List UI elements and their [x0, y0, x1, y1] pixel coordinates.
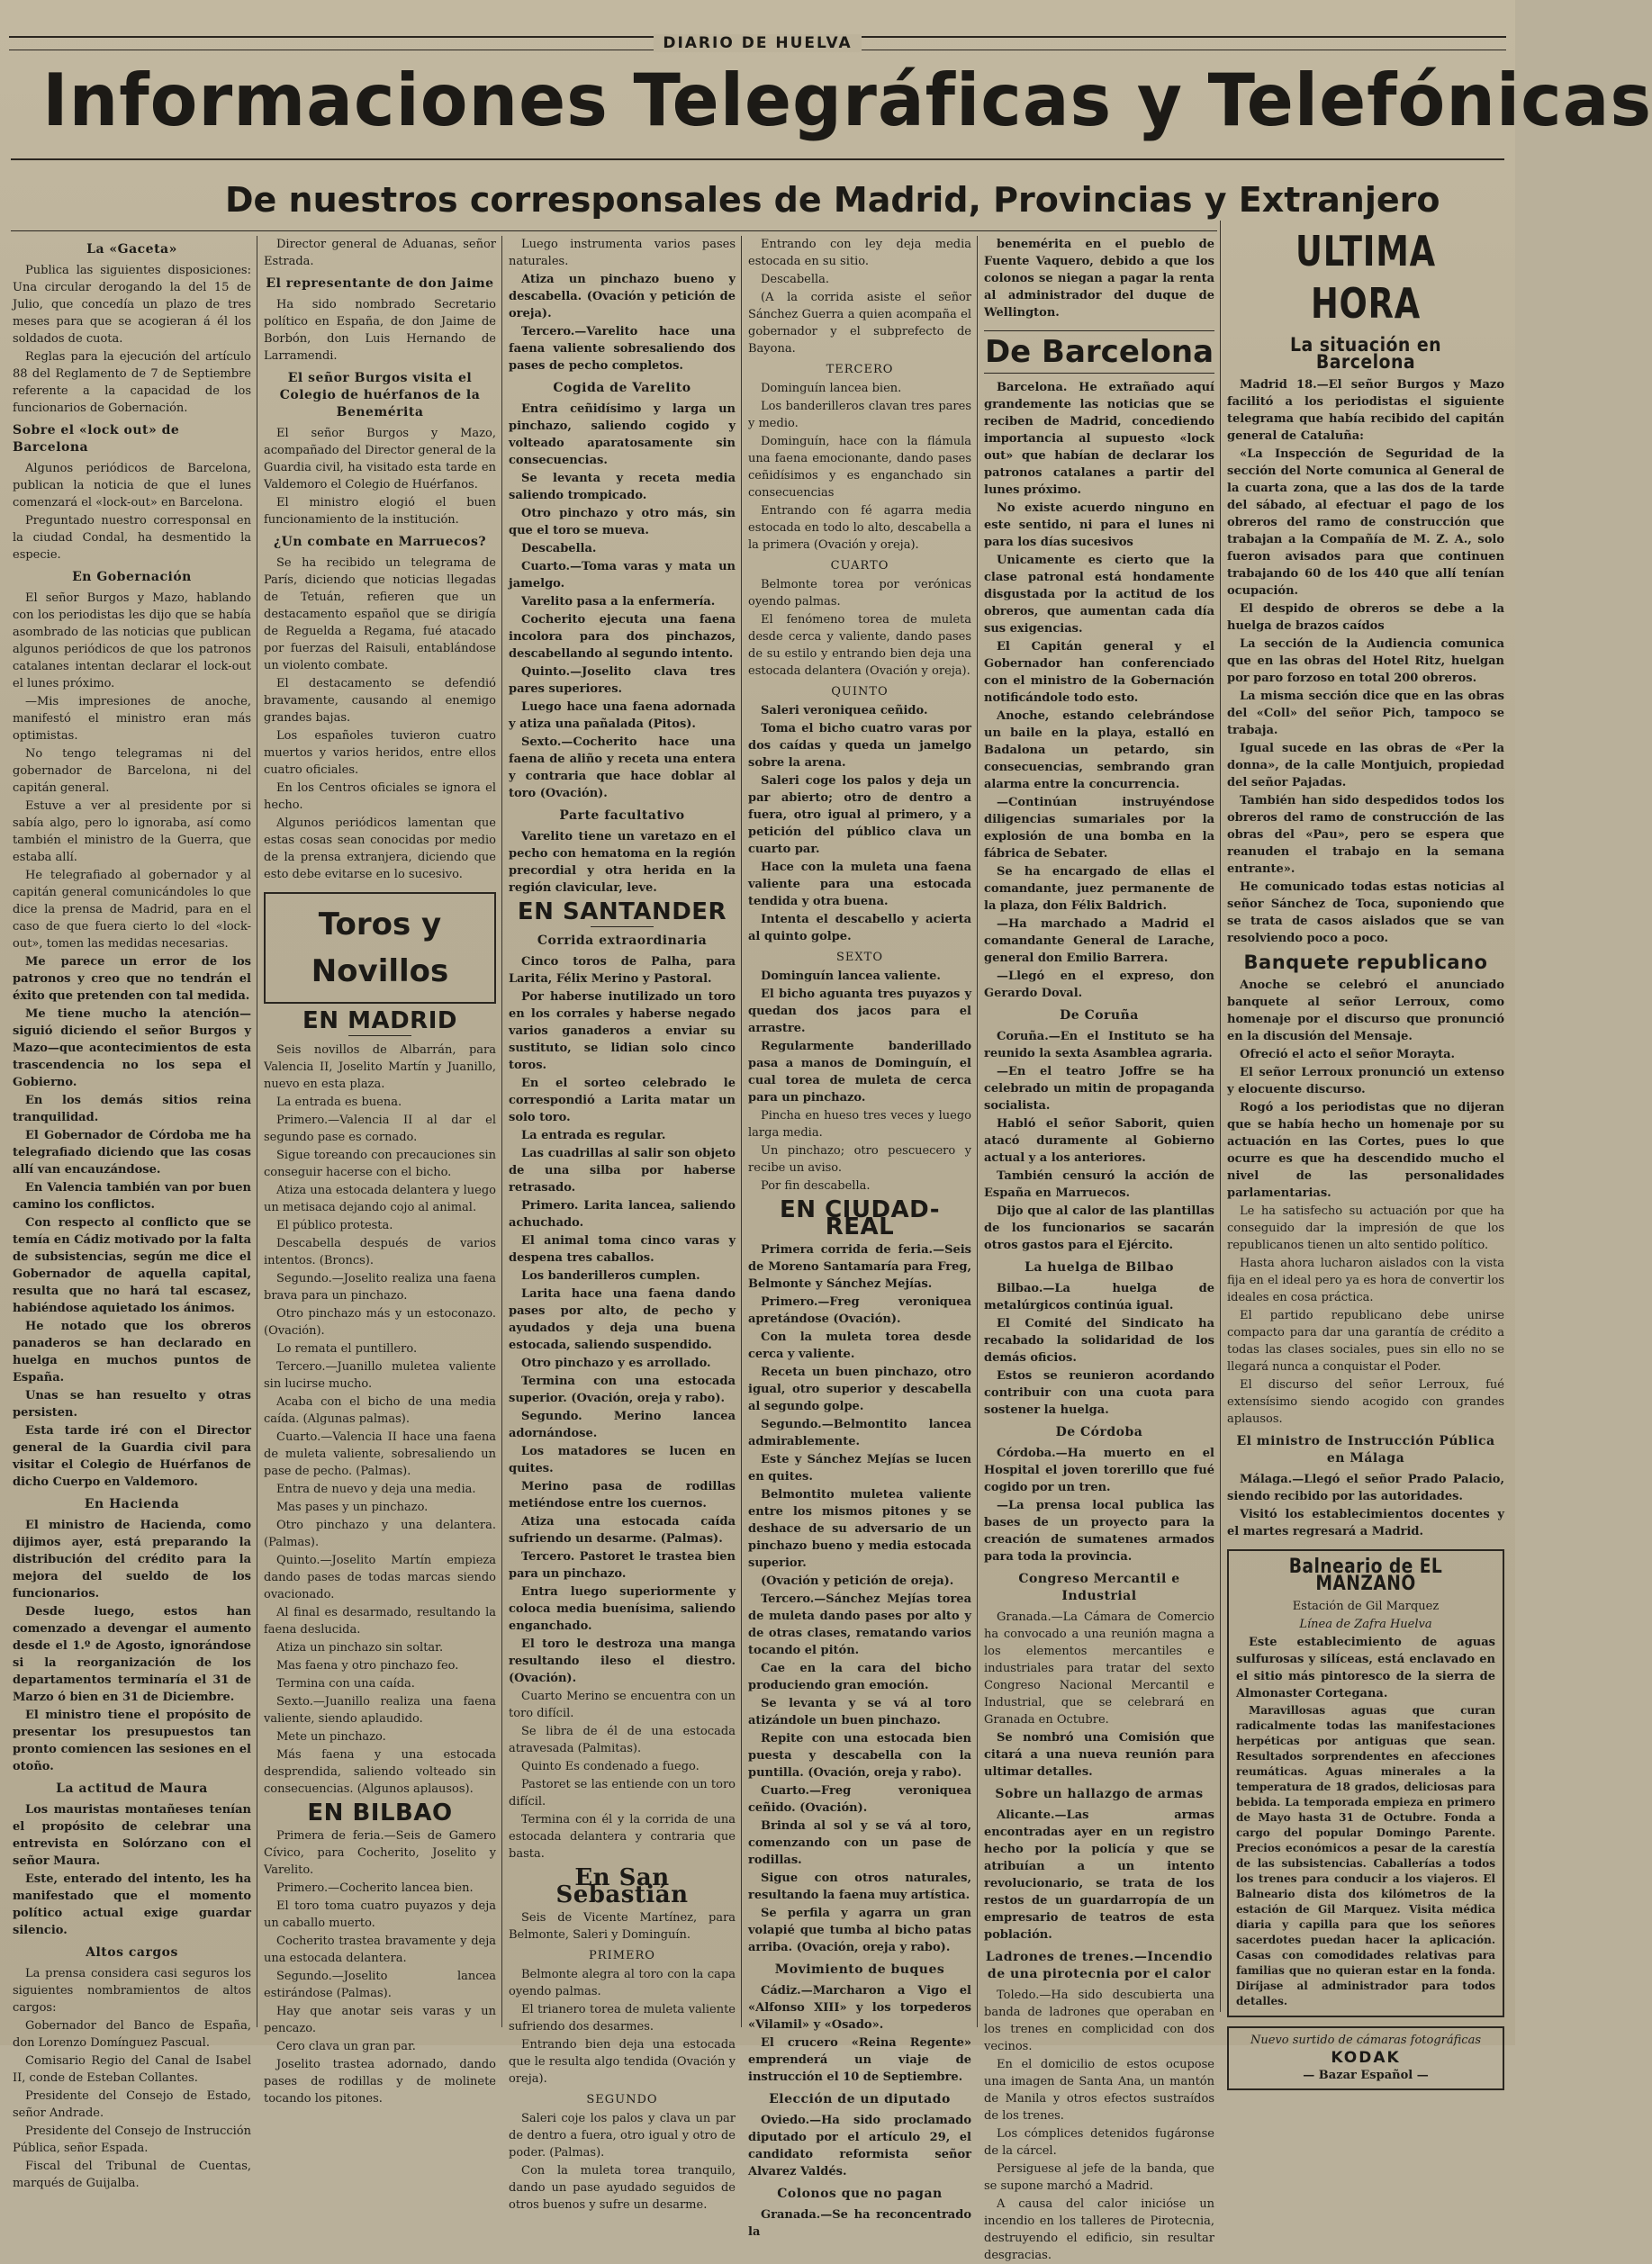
paragraph: Los matadores se lucen en quites. — [509, 1445, 736, 1475]
paragraph: Saleri veroniquea ceñido. — [761, 704, 928, 717]
ad-line: Nuevo surtido de cámaras fotográficas — [1250, 2034, 1482, 2047]
paragraph: (Ovación y petición de oreja). — [761, 1574, 954, 1588]
paragraph: Hay que anotar seis varas y un pencazo. — [264, 2005, 496, 2035]
paragraph: —Llegó en el expreso, don Gerardo Doval. — [984, 970, 1214, 1000]
paragraph: Belmonte alegra al toro con la capa oyendo palmas. — [509, 1968, 736, 1998]
section-heading: La huelga de Bilbao — [1025, 1260, 1174, 1275]
paragraph: El Capitán general y el Gobernador han conferenciado con el ministro de la Gobernación notificándole todo esto. — [984, 640, 1214, 705]
paragraph: Esta tarde iré con el Director general de la Guardia civil para visitar el Colegio de Huérfanos de dicho Cuerpo en Valdemoro. — [13, 1424, 251, 1489]
paragraph: Primera de feria.—Seis de Gamero Cívico, para Cocherito, Joselito y Varelito. — [264, 1829, 496, 1877]
subsection-title: EN MADRID — [302, 1007, 457, 1034]
paragraph: Córdoba.—Ha muerto en el Hospital el joven torerillo que fué cogido por un tren. — [984, 1447, 1214, 1494]
paragraph: La prensa considera casi seguros los siguientes nombramientos de altos cargos: — [13, 1967, 251, 2015]
paragraph: La sección de la Audiencia comunica que en las obras del Hotel Ritz, huelgan por paro forzoso en total 200 obreros. — [1227, 637, 1504, 685]
ad-line: Estación de Gil Marquez — [1292, 1600, 1440, 1613]
paragraph: Se levanta y receta media saliendo trompicado. — [509, 472, 736, 502]
paragraph: Larita hace una faena dando pases por alto, de pecho y ayudados y deja una buena estocada, saliendo suspendido. — [509, 1287, 736, 1352]
paragraph: Ha sido nombrado Secretario político en España, de don Jaime de Borbón, don Luis Hernando de Larramendi. — [264, 298, 496, 363]
paragraph: Desde luego, estos han comenzado a devengar el aumento desde el 1.º de Agosto, ignorándose si la reorganización de los departamentos terminaría el 31 de Marzo ó bien en 31 de Diciembre. — [13, 1605, 251, 1704]
paragraph: Los banderilleros clavan tres pares y medio. — [748, 400, 971, 430]
paragraph: Preguntado nuestro corresponsal en la ciudad Condal, ha desmentido la especie. — [13, 514, 251, 562]
paragraph: En los demás sitios reina tranquilidad. — [13, 1094, 251, 1124]
paragraph: Barcelona. He extrañado aquí grandemente las noticias que se reciben de Madrid, concediendo importancia al supuesto «lock out» que habían de declarar los patronos catalanes a partir del lunes próximo. — [984, 381, 1214, 497]
paragraph: Dominguín, hace con la flámula una faena emocionante, dando pases ceñidísimos y es enganchado sin consecuencias — [748, 435, 971, 500]
paragraph: Hace con la muleta una faena valiente para una estocada tendida y otra buena. — [748, 861, 971, 908]
paragraph: Entrando con ley deja media estocada en su sitio. — [748, 238, 971, 268]
paragraph: Los mauristas montañeses tenían el propósito de celebrar una entrevista en Solórzano con el señor Maura. — [13, 1803, 251, 1868]
subsection-title: EN CIUDAD-REAL — [780, 1196, 940, 1240]
paragraph: Los banderilleros cumplen. — [521, 1269, 700, 1283]
paragraph: Mete un pinchazo. — [276, 1730, 386, 1744]
section-heading: Sobre un hallazgo de armas — [995, 1787, 1204, 1801]
subsection-title: La situación en Barcelona — [1289, 334, 1442, 373]
paragraph: Coruña.—En el Instituto se ha reunido la sexta Asamblea agraria. — [984, 1030, 1214, 1060]
paragraph: Granada.—Se ha reconcentrado la — [748, 2208, 971, 2239]
paragraph: Merino pasa de rodillas metiéndose entre los cuernos. — [509, 1480, 736, 1511]
paragraph: La misma sección dice que en las obras del «Coll» del señor Pich, tampoco se trabaja. — [1227, 690, 1504, 737]
paragraph: Belmontito muletea valiente entre los mismos pitones y se deshace de su adversario de un pinchazo bueno y media estocada superior. — [748, 1488, 971, 1570]
section-heading: La actitud de Maura — [56, 1781, 208, 1796]
paragraph: Primero.—Cocherito lancea bien. — [276, 1881, 474, 1895]
section-heading: El representante de don Jaime — [266, 276, 494, 291]
paragraph: Me tiene mucho la atención—siguió diciendo el señor Burgos y Mazo—que acontecimientos de esta trascendencia no los sepa el Gobierno. — [13, 1007, 251, 1089]
paragraph: Cae en la cara del bicho produciendo gran emoción. — [748, 1662, 971, 1692]
paragraph: Entrando con fé agarra media estocada en todo lo alto, descabella a la primera (Ovación y oreja). — [748, 504, 971, 552]
paragraph: Con respecto al conflicto que se temía en Cádiz motivado por la falta de subsistencias, según me dice el Gobernador de aquella capital, resulta que no hará tal escasez, habiéndose aquietado los ánimos. — [13, 1216, 251, 1315]
paragraph: Otro pinchazo más y un estoconazo. (Ovación). — [264, 1307, 496, 1338]
paragraph: El bicho aguanta tres puyazos y quedan dos jacos para el arrastre. — [748, 988, 971, 1035]
paragraph: El despido de obreros se debe a la huelga de brazos caídos — [1227, 602, 1504, 633]
last-hour-title: ULTIMA HORA — [1295, 227, 1436, 328]
paragraph: Tercero.—Juanillo muletea valiente sin lucirse mucho. — [264, 1360, 496, 1391]
paragraph: «La Inspección de Seguridad de la sección del Norte comunica al General de la cuarta zona, que a las dos de la tarde del sábado, al efectuar el pago de los obreros del ramo de construcción que trabajan a la Compañía de M. Z. A., solo fueron avisados para que continuen trabajando 60 de los 440 que allí tenían ocupación. — [1227, 447, 1504, 598]
paragraph: Entrando bien deja una estocada que le resulta algo tendida (Ovación y oreja). — [509, 2038, 736, 2086]
ad-line: Línea de Zafra Huelva — [1299, 1618, 1432, 1631]
paragraph: Atiza una estocada caída sufriendo un desarme. (Palmas). — [509, 1515, 736, 1546]
ad-title: Balneario de EL MANZANO — [1288, 1556, 1443, 1595]
paragraph: Presidente del Consejo de Instrucción Pública, señor Espada. — [13, 2124, 251, 2155]
paragraph: Alicante.—Las armas encontradas ayer en un registro hecho por la policía y que se atribuían a un intento revolucionario, se trata de los restos de un guardarropía de un empresario de teatros de esta población. — [984, 1808, 1214, 1942]
paragraph: Cuarto.—Valencia II hace una faena de muleta valiente, sobresaliendo un pase de pecho. (Palmas). — [264, 1430, 496, 1478]
spa-advertisement — [1227, 1549, 1504, 2017]
paragraph: El Comité del Sindicato ha recabado la solidaridad de los demás oficios. — [984, 1317, 1214, 1365]
paragraph: No tengo telegramas ni del gobernador de Barcelona, ni del capitán general. — [13, 747, 251, 795]
paragraph: Habló el señor Saborit, quien atacó duramente al Gobierno actual y a los anteriores. — [984, 1117, 1214, 1165]
kodak-logo-text: KODAK — [1331, 2049, 1401, 2067]
paragraph: Atiza una estocada delantera y luego un metisaca dejando cojo al animal. — [264, 1184, 496, 1214]
paragraph: Con la muleta torea tranquilo, dando un pase ayudado seguidos de otros buenos y sufre un desarme. — [509, 2164, 736, 2212]
paragraph: Otro pinchazo y una delantera. (Palmas). — [264, 1519, 496, 1549]
paragraph: —En el teatro Joffre se ha celebrado un mitin de propaganda socialista. — [984, 1065, 1214, 1113]
paragraph: (A la corrida asiste el señor Sánchez Guerra a quien acompaña el gobernador y el subprefecto de Bayona. — [748, 291, 971, 356]
paragraph: El crucero «Reina Regente» emprenderá un viaje de instrucción el 10 de Septiembre. — [748, 2036, 971, 2084]
paragraph: La entrada es regular. — [521, 1129, 666, 1142]
paragraph: Hasta ahora lucharon aislados con la vista fija en el ideal pero ya es hora de convertir los ideales en cosa práctica. — [1227, 1257, 1504, 1304]
paragraph: El ministro tiene el propósito de presentar los presupuestos tan pronto comiencen las sesiones en el otoño. — [13, 1709, 251, 1773]
paragraph: El toro toma cuatro puyazos y deja un caballo muerto. — [264, 1899, 496, 1930]
section-heading: La «Gaceta» — [86, 242, 177, 257]
paragraph: Rogó a los periodistas que no dijeran que se había hecho un homenaje por su actuación en las Cortes, pues lo que ocurre es que ha descendido mucho el nivel de las personalidades parlamentarias. — [1227, 1101, 1504, 1200]
paragraph: Toledo.—Ha sido descubierta una banda de ladrones que operaban en los trenes en complicidad con dos vecinos. — [984, 1989, 1214, 2053]
section-heading: Sobre el «lock out» de Barcelona — [13, 423, 180, 455]
main-headline: Informaciones Telegráficas y Telefónicas — [42, 59, 1652, 142]
section-heading: Cogida de Varelito — [553, 381, 691, 395]
paragraph: Sigue toreando con precauciones sin conseguir hacerse con el bicho. — [264, 1149, 496, 1179]
paragraph: Sexto.—Juanillo realiza una faena valiente, siendo aplaudido. — [264, 1695, 496, 1726]
paragraph: El público protesta. — [276, 1219, 393, 1232]
paragraph: Lo remata el puntillero. — [276, 1342, 418, 1356]
paragraph: Ofreció el acto el señor Morayta. — [1240, 1048, 1456, 1061]
subsection-title: EN SANTANDER — [517, 898, 727, 925]
headline-rule — [11, 158, 1504, 160]
paragraph: A causa del calor inicióse un incendio en los talleres de Pirotecnia, destruyendo el edificio, sin resultar desgracias. — [984, 2197, 1214, 2262]
paragraph: Los españoles tuvieron cuatro muertos y varios heridos, entre ellos cuatro oficiales. — [264, 729, 496, 777]
paragraph: Belmonte torea por verónicas oyendo palmas. — [748, 578, 971, 609]
paragraph: Joselito trastea adornado, dando pases de rodillas y de molinete tocando los pitones. — [264, 2058, 496, 2106]
section-heading: De Coruña — [1060, 1008, 1139, 1023]
paragraph: Las cuadrillas al salir son objeto de una silba por haberse retrasado. — [509, 1147, 736, 1195]
paragraph: Comisario Regio del Canal de Isabel II, conde de Esteban Collantes. — [13, 2054, 251, 2085]
paragraph: Sexto.—Cocherito hace una faena de aliño y receta una entera y contraria que hace doblar al toro (Ovación). — [509, 735, 736, 800]
bull-number: PRIMERO — [589, 1949, 655, 1962]
sub-headline: De nuestros corresponsales de Madrid, Provincias y Extranjero — [225, 180, 1440, 220]
divider — [591, 926, 654, 927]
paragraph: Repite con una estocada bien puesta y descabella con la puntilla. (Ovación, oreja y rabo). — [748, 1732, 971, 1780]
section-heading: ¿Un combate en Marruecos? — [273, 535, 487, 549]
subsection-title: Banquete republicano — [1243, 952, 1488, 973]
divider — [348, 1035, 411, 1036]
section-title: Toros y Novillos — [311, 907, 449, 989]
paragraph: Receta un buen pinchazo, otro igual, otro superior y descabella al segundo golpe. — [748, 1366, 971, 1413]
kodak-advertisement — [1227, 2026, 1504, 2090]
section-heading: El ministro de Instrucción Pública en Málaga — [1236, 1434, 1495, 1466]
paragraph: —Continúan instruyéndose diligencias sumariales por la explosión de una bomba en la fábrica de Sebater. — [984, 796, 1214, 861]
paragraph: Descabella después de varios intentos. (Broncs). — [264, 1237, 496, 1267]
subheadline-rule — [11, 230, 1217, 231]
paragraph: Varelito tiene un varetazo en el pecho con hematoma en la región precordial y otra herida en la región clavicular, leve. — [509, 830, 736, 895]
paragraph: Primero. Larita lancea, saliendo achuchado. — [509, 1199, 736, 1230]
paragraph: Varelito pasa a la enfermería. — [521, 595, 716, 609]
paragraph: Cocherito trastea bravamente y deja una estocada delantera. — [264, 1935, 496, 1965]
paragraph: Dijo que al calor de las plantillas de los funcionarios se sacarán otros gastos para el Ejército. — [984, 1204, 1214, 1252]
paragraph: —La prensa local publica las bases de un proyecto para la creación de sumatenes armados para toda la provincia. — [984, 1499, 1214, 1564]
paragraph: Unas se han resuelto y otras persisten. — [13, 1389, 251, 1420]
paragraph: Cero clava un gran par. — [276, 2040, 416, 2053]
paragraph: Visitó los establecimientos docentes y el martes regresará a Madrid. — [1227, 1508, 1504, 1538]
paragraph: En Valencia también van por buen camino los conflictos. — [13, 1181, 251, 1212]
paragraph: Luego instrumenta varios pases naturales. — [509, 238, 736, 268]
paragraph: Se libra de él de una estocada atravesada (Palmitas). — [509, 1725, 736, 1755]
paragraph: Granada.—La Cámara de Comercio ha convocado a una reunión magna a los elementos mercantiles e industriales para tratar del sexto Congreso Nacional Mercantil e Industrial, que se celebrará en Granada en Octubre. — [984, 1610, 1214, 1727]
paragraph: Quinto Es condenado a fuego. — [521, 1760, 700, 1773]
subsection-title: En San Sebastián — [555, 1864, 689, 1908]
column-3 — [509, 236, 736, 2212]
paragraph: Madrid 18.—El señor Burgos y Mazo facilitó a los periodistas el siguiente telegrama que había recibido del capitán general de Cataluña: — [1227, 378, 1504, 443]
paragraph: He telegrafiado al gobernador y al capitán general comunicándoles lo que dice la prensa de Madrid, para en el caso de que fuera cierto lo del «lock-out», tomen las medidas necesarias. — [13, 869, 251, 951]
column-separator — [741, 236, 742, 2027]
paragraph: El trianero torea de muleta valiente sufriendo dos desarmes. — [509, 2003, 736, 2034]
paragraph: —Ha marchado a Madrid el comandante General de Larache, general don Emilio Barrera. — [984, 917, 1214, 965]
ad-line: — Bazar Español — — [1303, 2069, 1429, 2082]
paragraph: Seis novillos de Albarrán, para Valencia II, Joselito Martín y Juanillo, nuevo en esta plaza. — [264, 1043, 496, 1091]
section-heading: Corrida extraordinaria — [537, 934, 708, 948]
paragraph: Luego hace una faena adornada y atiza una pañalada (Pitos). — [509, 700, 736, 731]
paragraph: Quinto.—Joselito Martín empieza dando pases de todas marcas siendo ovacionado. — [264, 1554, 496, 1601]
column-6 — [1227, 225, 1504, 2082]
newspaper-name: DIARIO DE HUELVA — [0, 34, 1515, 52]
paragraph: Dominguín lancea valiente. — [761, 970, 941, 983]
column-separator — [501, 236, 502, 2027]
section-heading: Elección de un diputado — [769, 2092, 951, 2106]
paragraph: Descabella. — [521, 542, 597, 555]
paragraph: No existe acuerdo ninguno en este sentido, ni para el lunes ni para los días sucesivos — [984, 501, 1214, 549]
section-heading: Colonos que no pagan — [777, 2187, 943, 2201]
paragraph: Pastoret se las entiende con un toro difícil. — [509, 1778, 736, 1808]
paragraph: Este, enterado del intento, les ha manifestado que el momento político actual exige guardar silencio. — [13, 1872, 251, 1937]
paragraph: Brinda al sol y se vá al toro, comenzando con un pase de rodillas. — [748, 1819, 971, 1867]
column-separator — [1220, 221, 1221, 2012]
paragraph: Por haberse inutilizado un toro en los corrales y haberse negado varios ganaderos a enviar su sustituto, se lidian solo cinco toros. — [509, 990, 736, 1072]
paragraph: Otro pinchazo y otro más, sin que el toro se mueva. — [509, 507, 736, 537]
paragraph: Toma el bicho cuatro varas por dos caídas y queda un jamelgo sobre la arena. — [748, 722, 971, 770]
paragraph: Algunos periódicos de Barcelona, publican la noticia de que el lunes comenzará el «lock-out» en Barcelona. — [13, 462, 251, 510]
paragraph: Primera corrida de feria.—Seis de Moreno Santamaría para Freg, Belmonte y Sánchez Mejías. — [748, 1243, 971, 1291]
paragraph: Algunos periódicos lamentan que estas cosas sean conocidas por medio de la prensa extranjera, diciendo que esto debe evitarse en lo sucesivo. — [264, 816, 496, 881]
ad-paragraph: Maravillosas aguas que curan radicalmente todas las manifestaciones herpéticas por antiguas que sean. Resultados sorprendentes en afecciones reumáticas. Aguas minerales a la temperatura de 18 grados, deliciosas para bebida. La temporada empieza en primero de Mayo hasta 31 de Octubre. Fonda a cargo del popular Domingo Parente. Precios económicos a pesar de la carestía de las subsistencias. Caballerías a todos los trenes para conducir a los viajeros. El Balneario dista dos kilómetros de la estación de Gil Marquez. Visita médica diaria y capilla para que los señores sacerdotes puedan hacer la aplicación. Casas con comodidades relativas para familias que no quieran estar en la fonda. Diríjase al administrador para todos detalles. — [1236, 1704, 1495, 2007]
bullfighting-section-box — [264, 892, 496, 1004]
paragraph: Los cómplices detenidos fugáronse de la cárcel. — [984, 2127, 1214, 2158]
paragraph: Seis de Vicente Martínez, para Belmonte, Saleri y Dominguín. — [509, 1911, 736, 1942]
paragraph: Termina con una caída. — [276, 1677, 415, 1691]
paragraph: El destacamento se defendió bravamente, causando al enemigo grandes bajas. — [264, 677, 496, 725]
paragraph: Oviedo.—Ha sido proclamado diputado por el artículo 29, el candidato reformista señor Alvarez Valdés. — [748, 2114, 971, 2178]
paragraph: El señor Burgos y Mazo, acompañado del Director general de la Guardia civil, ha visitado esta tarde en Valdemoro el Colegio de Huérfanos. — [264, 427, 496, 492]
section-heading: Movimiento de buques — [774, 1962, 945, 1977]
paragraph: Sigue con otros naturales, resultando la faena muy artística. — [748, 1872, 971, 1902]
paragraph: Este y Sánchez Mejías se lucen en quites. — [748, 1453, 971, 1484]
section-heading: En Gobernación — [72, 570, 192, 584]
paragraph: Director general de Aduanas, señor Estrada. — [264, 238, 496, 268]
paragraph: Gobernador del Banco de España, don Lorenzo Domínguez Pascual. — [13, 2019, 251, 2050]
paragraph: Al final es desarmado, resultando la faena deslucida. — [264, 1606, 496, 1637]
paragraph: El toro le destroza una manga resultando ileso el diestro. (Ovación). — [509, 1637, 736, 1685]
paragraph: El ministro de Hacienda, como dijimos ayer, está preparando la distribución del crédito para la mejora del sueldo de los funcionarios. — [13, 1519, 251, 1601]
paragraph: Saleri coje los palos y clava un par de dentro a fuera, otro igual y otro de poder. (Palmas). — [509, 2112, 736, 2160]
paragraph: Termina con una estocada superior. (Ovación, oreja y rabo). — [509, 1375, 736, 1405]
paragraph: benemérita en el pueblo de Fuente Vaquero, debido a que los colonos se niegan a pagar la renta al administrador del duque de Wellington. — [984, 238, 1214, 320]
paragraph: Cuarto.—Toma varas y mata un jamelgo. — [509, 560, 736, 591]
ad-paragraph: Este establecimiento de aguas sulfurosas y silíceas, está enclavado en el sitio más pintoresco de la sierra de Almonaster Cortegana. — [1236, 1636, 1495, 1700]
paragraph: Segundo.—Joselito lancea estirándose (Palmas). — [264, 1970, 496, 2000]
column-5 — [984, 236, 1214, 2262]
paragraph: Descabella. — [761, 273, 830, 286]
section-heading: Parte facultativo — [559, 808, 685, 823]
bull-number: SEGUNDO — [586, 2093, 658, 2106]
paragraph: Regularmente banderillado pasa a manos de Dominguín, el cual torea de muleta de cerca para un pinchazo. — [748, 1040, 971, 1105]
paragraph: Estos se reunieron acordando contribuir con una cuota para sostener la huelga. — [984, 1369, 1214, 1417]
section-title: De Barcelona — [984, 330, 1214, 374]
paragraph: El señor Burgos y Mazo, hablando con los periodistas les dijo que se había asombrado de las noticias que publican algunos periódicos de que los patronos catalanes intentan declarar el lock-out el lunes próximo. — [13, 591, 251, 690]
paragraph: Entra luego superiormente y coloca media buenísima, saliendo enganchado. — [509, 1585, 736, 1633]
paragraph: Entra de nuevo y deja una media. — [276, 1483, 476, 1496]
paragraph: Saleri coge los palos y deja un par abierto; otro de dentro a fuera, otro igual al primero, y a petición del público clava un cuarto par. — [748, 774, 971, 856]
paragraph: El Gobernador de Córdoba me ha telegrafiado diciendo que las cosas allí van encauzándose. — [13, 1129, 251, 1177]
section-heading: Ladrones de trenes.—Incendio de una pirotecnia por el calor — [985, 1950, 1214, 1981]
paragraph: Se perfila y agarra un gran volapié que tumba al bicho patas arriba. (Ovación, oreja y rabo). — [748, 1907, 971, 1954]
paragraph: También censuró la acción de España en Marruecos. — [984, 1169, 1214, 1200]
paragraph: Igual sucede en las obras de «Per la donna», de la calle Montjuich, propiedad del señor Pajadas. — [1227, 742, 1504, 789]
paragraph: Reglas para la ejecución del artículo 88 del Reglamento de 7 de Septiembre referente a la capacidad de los funcionarios de Gobernación. — [13, 350, 251, 415]
paragraph: En el sorteo celebrado le correspondió a Larita matar un solo toro. — [509, 1077, 736, 1124]
paragraph: Segundo.—Joselito realiza una faena brava para un pinchazo. — [264, 1272, 496, 1303]
column-separator — [977, 236, 978, 2027]
paragraph: —Mis impresiones de anoche, manifestó el ministro eran más optimistas. — [13, 695, 251, 743]
paragraph: Cuarto.—Freg veroniquea ceñido. (Ovación). — [748, 1784, 971, 1815]
column-2 — [264, 236, 496, 2106]
paragraph: Anoche se celebró el anunciado banquete al señor Lerroux, como homenaje por el discurso que pronunció en la discusión del Mensaje. — [1227, 979, 1504, 1043]
bull-number: SEXTO — [836, 951, 883, 964]
paragraph: Se levanta y se vá al toro atizándole un buen pinchazo. — [748, 1697, 971, 1727]
paragraph: He notado que los obreros panaderos se han declarado en huelga en muchos puntos de España. — [13, 1320, 251, 1385]
column-1 — [13, 236, 251, 2190]
paragraph: Mas faena y otro pinchazo feo. — [276, 1659, 459, 1673]
paragraph: Atiza un pinchazo bueno y descabella. (Ovación y petición de oreja). — [509, 273, 736, 320]
paragraph: El fenómeno torea de muleta desde cerca y valiente, dando pases de su estilo y entrando bien deja una estocada delantera (Ovación y oreja). — [748, 613, 971, 678]
paragraph: Intenta el descabello y acierta al quinto golpe. — [748, 913, 971, 943]
paragraph: El discurso del señor Lerroux, fué extensísimo siendo acogido con grandes aplausos. — [1227, 1378, 1504, 1426]
paragraph: Se ha encargado de ellas el comandante, juez permanente de la plaza, don Félix Baldrich. — [984, 865, 1214, 913]
section-heading: De Córdoba — [1055, 1425, 1143, 1439]
paragraph: Pincha en hueso tres veces y luego larga media. — [748, 1109, 971, 1140]
paragraph: Con la muleta torea desde cerca y valiente. — [748, 1330, 971, 1361]
paragraph: He comunicado todas estas noticias al señor Sánchez de Toca, suponiendo que se trata de casos aislados que se van resolviendo poco a poco. — [1227, 880, 1504, 945]
paragraph: Mas pases y un pinchazo. — [276, 1501, 429, 1514]
paragraph: Fiscal del Tribunal de Cuentas, marqués de Guijalba. — [13, 2160, 251, 2190]
paragraph: El ministro elogió el buen funcionamiento de la institución. — [264, 496, 496, 527]
paragraph: Me parece un error de los patronos y creo que no tendrán el éxito que pretenden con tal medida. — [13, 955, 251, 1003]
bull-number: CUARTO — [830, 559, 889, 573]
paragraph: Un pinchazo; otro pescuecero y recibe un aviso. — [748, 1144, 971, 1175]
paragraph: Quinto.—Joselito clava tres pares superiores. — [509, 665, 736, 696]
paragraph: La entrada es buena. — [276, 1096, 402, 1109]
paragraph: Segundo.—Belmontito lancea admirablemente. — [748, 1418, 971, 1448]
paragraph: Primero.—Freg veroniquea apretándose (Ovación). — [748, 1295, 971, 1326]
paragraph: También han sido despedidos todos los obreros del ramo de construcción de las obras del «Pau», pero se espera que reanuden el trabajo en la semana entrante». — [1227, 794, 1504, 876]
subsection-title: EN BILBAO — [307, 1799, 453, 1827]
paragraph: En los Centros oficiales se ignora el hecho. — [264, 781, 496, 812]
paragraph: En el domicilio de estos ocupose una imagen de Santa Ana, un mantón de Manila y otros efectos sustraídos de los trenes. — [984, 2058, 1214, 2123]
bull-number: TERCERO — [826, 363, 894, 376]
paragraph: Cocherito ejecuta una faena incolora para dos pinchazos, descabellando al segundo intento. — [509, 613, 736, 661]
paragraph: El partido republicano debe unirse compacto para dar una garantía de crédito a todas las clases sociales, pues sin ello no se llegará nunca a conquistar el Poder. — [1227, 1309, 1504, 1374]
section-heading: El señor Burgos visita el Colegio de huérfanos de la Benemérita — [279, 371, 481, 419]
paragraph: Anoche, estando celebrándose un baile en la playa, estalló en Badalona un petardo, sin consecuencias, sembrando gran alarma entre la concurrencia. — [984, 709, 1214, 791]
paragraph: Cuarto Merino se encuentra con un toro difícil. — [509, 1690, 736, 1720]
paragraph: Estuve a ver al presidente por si sabía algo, pero lo ignoraba, así como también el ministro de la Guerra, que estaba allí. — [13, 799, 251, 864]
paragraph: Se ha recibido un telegrama de París, diciendo que noticias llegadas de Tetuán, refieren que un destacamento español que se dirigía de Reguelda a Regama, fué atacado por fuerzas del Raisuli, entablándose un violento combate. — [264, 556, 496, 672]
paragraph: Persiguese al jefe de la banda, que se supone marchó a Madrid. — [984, 2162, 1214, 2193]
paragraph: Tercero.—Sánchez Mejías torea de muleta dando pases por alto y de otras clases, rematando varios tocando el pitón. — [748, 1592, 971, 1657]
paragraph: Segundo. Merino lancea adornándose. — [509, 1410, 736, 1440]
paragraph: Primero.—Valencia II al dar el segundo pase es cornado. — [264, 1114, 496, 1144]
section-heading: En Hacienda — [84, 1497, 180, 1511]
paragraph: El animal toma cinco varas y despena tres caballos. — [509, 1234, 736, 1265]
paragraph: Por fin descabella. — [761, 1179, 871, 1193]
paragraph: El señor Lerroux pronunció un extenso y elocuente discurso. — [1227, 1066, 1504, 1096]
paragraph: Se nombró una Comisión que citará a una nueva reunión para ultimar detalles. — [984, 1731, 1214, 1779]
paragraph: Bilbao.—La huelga de metalúrgicos continúa igual. — [984, 1282, 1214, 1312]
paragraph: Más faena y una estocada desprendida, saliendo volteado sin consecuencias. (Algunos aplausos). — [264, 1748, 496, 1796]
paragraph: Unicamente es cierto que la clase patronal está hondamente disgustada por la actitud de los obreros, que aumentan cada día sus exigencias. — [984, 554, 1214, 636]
paragraph: Tercero.—Varelito hace una faena valiente sobresaliendo dos pases de pecho completos. — [509, 325, 736, 373]
paragraph: Dominguín lancea bien. — [761, 382, 902, 395]
paragraph: Atiza un pinchazo sin soltar. — [276, 1641, 444, 1655]
paragraph: Presidente del Consejo de Estado, señor Andrade. — [13, 2089, 251, 2120]
paragraph: Cádiz.—Marcharon a Vigo el «Alfonso XIII» y los torpederos «Vilamil» y «Osado». — [748, 1984, 971, 2032]
paragraph: Cinco toros de Palha, para Larita, Félix Merino y Pastoral. — [509, 955, 736, 986]
paragraph: Entra ceñidísimo y larga un pinchazo, saliendo cogido y volteado aparatosamente sin consecuencias. — [509, 402, 736, 467]
paragraph: Tercero. Pastoret le trastea bien para un pinchazo. — [509, 1550, 736, 1581]
paragraph: Otro pinchazo y es arrollado. — [521, 1357, 711, 1370]
column-4 — [748, 236, 971, 2239]
paragraph: Acaba con el bicho de una media caída. (Algunas palmas). — [264, 1395, 496, 1426]
paragraph: Publica las siguientes disposiciones: Una circular derogando la del 15 de Julio, que concedía un plazo de tres meses para que se acogieran á él los soldados de cuota. — [13, 264, 251, 346]
paragraph: Termina con él y la corrida de una estocada delantera y contraria que basta. — [509, 1813, 736, 1861]
section-heading: Congreso Mercantil e Industrial — [1018, 1572, 1180, 1603]
section-heading: Altos cargos — [86, 1945, 178, 1960]
paragraph: Le ha satisfecho su actuación por que ha conseguido dar la impresión de que los republicanos tienen un alto sentido político. — [1227, 1204, 1504, 1252]
bull-number: QUINTO — [831, 685, 889, 699]
paragraph: Málaga.—Llegó el señor Prado Palacio, siendo recibido por las autoridades. — [1227, 1473, 1504, 1503]
